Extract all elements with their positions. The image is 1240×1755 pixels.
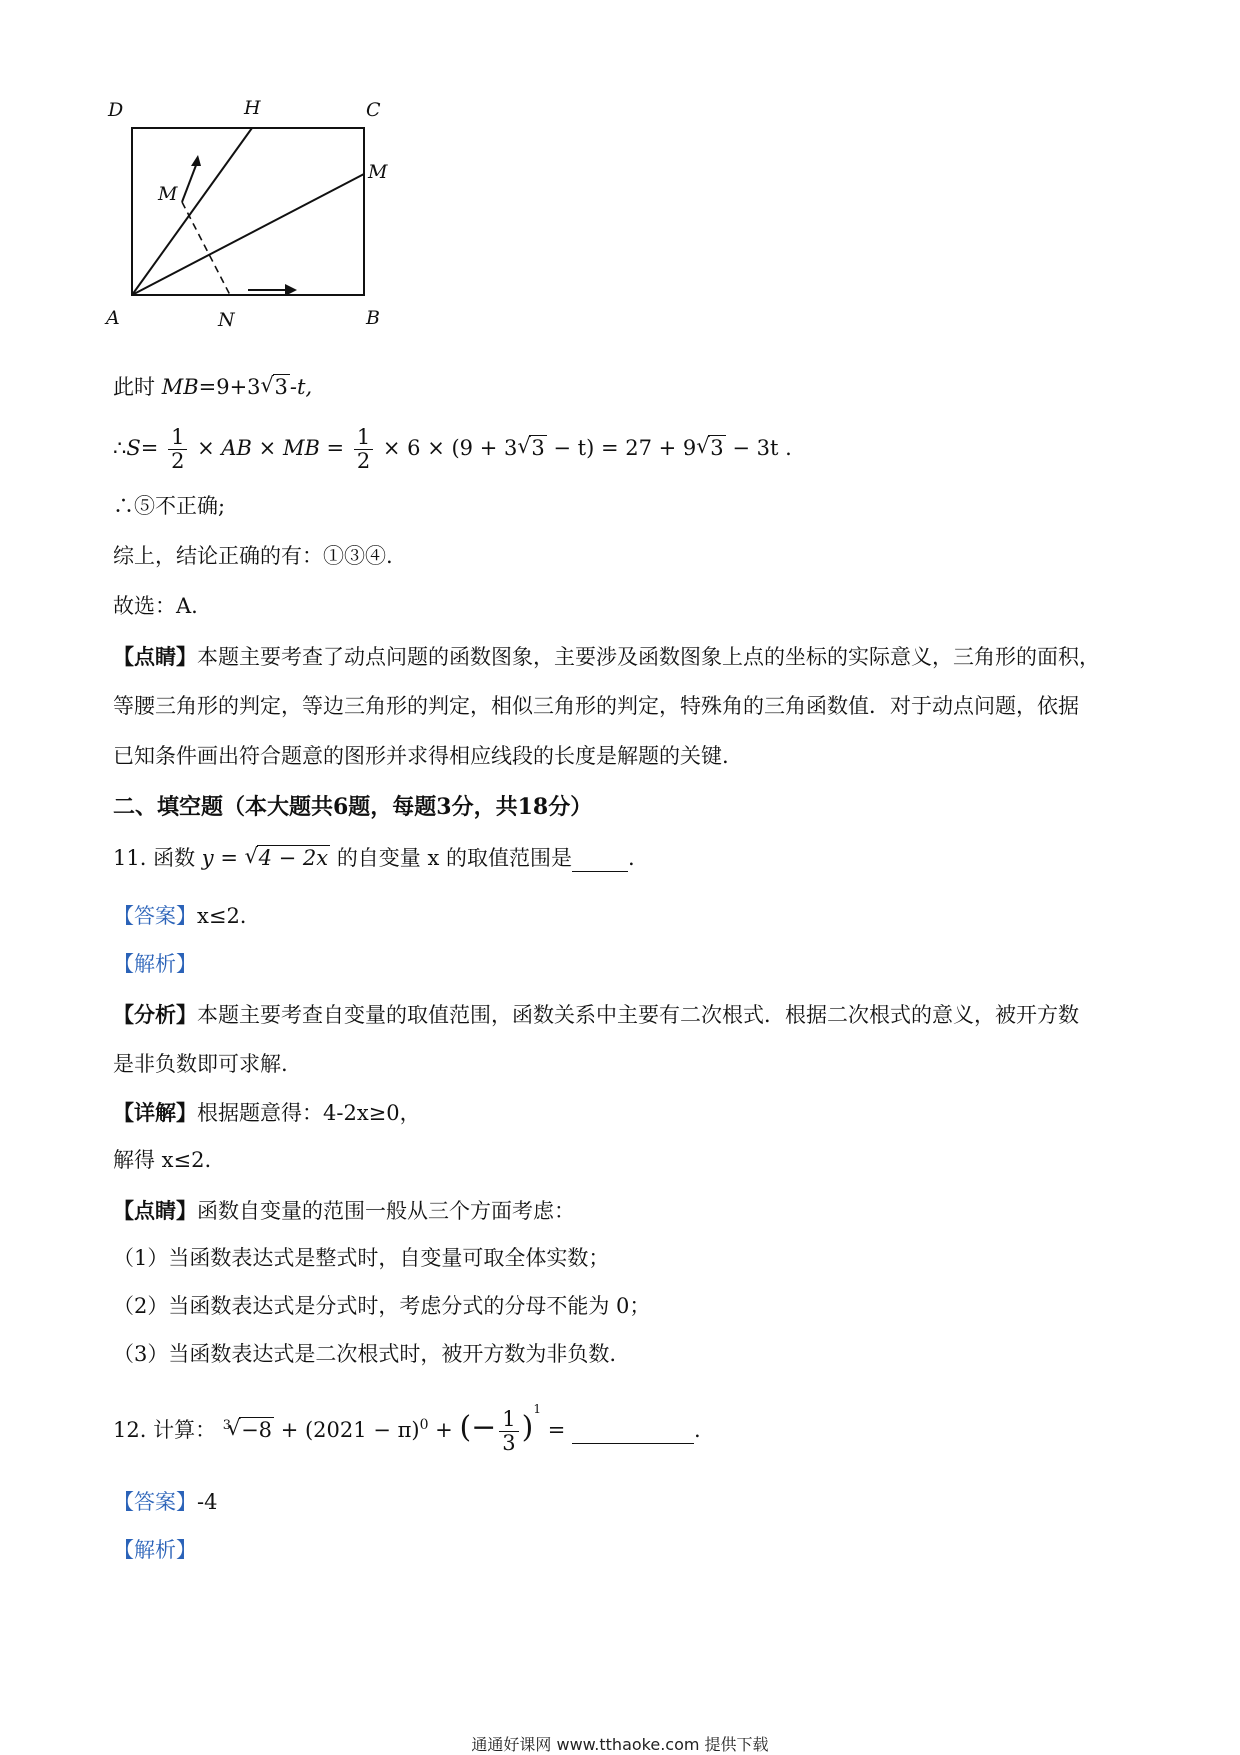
fraction-third: $\frac{1}{3}$: [499, 1408, 518, 1455]
answer-blank-12: [572, 1418, 694, 1444]
line-ah: [132, 128, 252, 295]
conclusion-5: ∴⑤不正确;: [113, 494, 226, 518]
q11-answer: 【答案】x≤2.: [113, 904, 247, 928]
label-n: N: [218, 309, 235, 331]
q11-fenxi-line2: 是非负数即可求解.: [113, 1052, 288, 1076]
q11-dianjing: 【点睛】函数自变量的范围一般从三个方面考虑：: [113, 1198, 575, 1223]
mb-statement: 此时 MB=9+3√ 3-t,: [113, 375, 312, 400]
label-d: D: [108, 100, 124, 121]
q11-fenxi: 【分析】本题主要考查自变量的取值范围，函数关系中主要有二次根式．根据二次根式的意义，被开方数: [113, 1002, 1079, 1027]
fraction-half: $\frac{1}{2}$: [168, 426, 187, 473]
q12-analysis-label: 【解析】: [113, 1538, 197, 1562]
question-12: 12. 计算： $^3√ -8 + (2021 - \pi)^0$ + (− $\frac{1}{3}$ )$^1$ = .: [113, 1402, 701, 1455]
arrow-up-icon: [182, 160, 198, 202]
comment-1-line3: 已知条件画出符合题意的图形并求得相应线段的长度是解题的关键.: [113, 744, 729, 768]
footer-watermark: 通通好课网 www.tthaoke.com 提供下载: [471, 1735, 769, 1754]
q11-dianjing-item2: （2）当函数表达式是分式时，考虑分式的分母不能为 0；: [113, 1294, 651, 1318]
label-m-inner: M: [158, 183, 178, 205]
q11-xiangjie: 【详解】根据题意得：4-2x≥0，: [113, 1100, 421, 1125]
label-b: B: [366, 307, 380, 329]
label-c: C: [366, 100, 381, 121]
q11-solve: 解得 x≤2.: [113, 1148, 212, 1172]
label-a: A: [106, 307, 120, 329]
arrow-up-head-icon: [191, 155, 201, 166]
q11-dianjing-item3: （3）当函数表达式是二次根式时，被开方数为非负数.: [113, 1342, 617, 1366]
summary: 综上，结论正确的有：①③④.: [113, 544, 393, 568]
geometry-figure: [100, 100, 520, 340]
comment-1-line2: 等腰三角形的判定，等边三角形的判定，相似三角形的判定，特殊角的三角函数值．对于动点问题，依据: [113, 694, 1079, 718]
label-m-top: M: [368, 161, 388, 183]
q12-answer: 【答案】-4: [113, 1490, 218, 1514]
fraction-half-2: $\frac{1}{2}$: [354, 426, 373, 473]
answer-blank: [572, 846, 628, 872]
label-h: H: [244, 100, 261, 119]
section-heading: 二、填空题（本大题共6题，每题3分，共18分）: [113, 794, 593, 820]
question-11: 11. 函数 y = √ 4 − 2x 的自变量 x 的取值范围是 .: [113, 846, 635, 872]
rectangle-abcd: [132, 128, 364, 295]
q11-analysis-label: 【解析】: [113, 952, 197, 976]
choice: 故选：A.: [113, 594, 198, 618]
q11-dianjing-item1: （1）当函数表达式是整式时，自变量可取全体实数；: [113, 1246, 610, 1270]
comment-1: 【点睛】本题主要考查了动点问题的函数图象，主要涉及函数图象上点的坐标的实际意义，三角形的面积，: [113, 644, 1100, 669]
area-formula: ∴S= $\frac{1}{2}$ × AB × MB = $\frac{1}{2}$ × 6 × (9 + 3√ 3 − t) = 27 + 9√ 3 − 3t .: [113, 426, 792, 473]
